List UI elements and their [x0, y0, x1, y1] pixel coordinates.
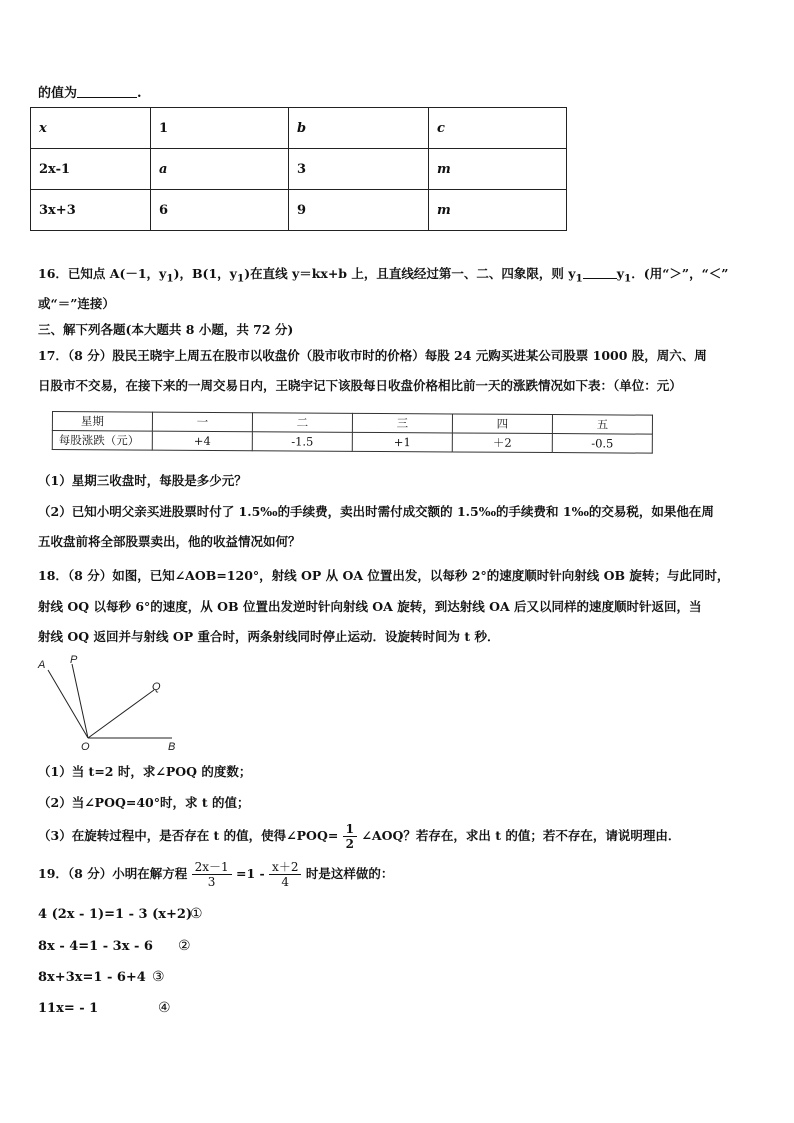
- label-O: O: [81, 741, 90, 753]
- fraction: $\frac{1}{2}$: [343, 822, 357, 851]
- solution-step: 8x+3x=1 - 6+4: [38, 970, 146, 985]
- solution-step: 8x - 4=1 - 3x - 6: [38, 939, 153, 954]
- question-17-line1: 17．（8 分）股民王晓宇上周五在股市以收盘价（股市收市时的价格）每股 24 元购买进某公司股票 1000 股，周六、周: [38, 348, 707, 363]
- solution-step: 4 (2x - 1)=1 - 3 (x+2): [38, 907, 193, 922]
- fraction: $\frac{x+2}{4}$: [269, 860, 301, 889]
- question-16-line1: 16．已知点 A(－1，$y_1$)，B(1，$y_1$)在直线 y＝kx+b 上，且直线经过第一、二、四象限，则 $y_1$ $y_1$．(用“＞”，“＜”: [38, 266, 729, 285]
- table-cell: c: [429, 108, 567, 149]
- table-cell: -1.5: [252, 432, 352, 452]
- question-18-part1: （1）当 t=2 时，求∠POQ 的度数；: [38, 764, 252, 779]
- table-row: [31, 190, 567, 231]
- question-18-part3: （3）在旋转过程中，是否存在 t 的值，使得∠POQ= $\frac{1}{2}$ ∠AOQ？若存在，求出 t 的值；若不存在，请说明理由．: [38, 822, 681, 851]
- table-row: [31, 149, 567, 190]
- table-cell: x: [31, 108, 151, 149]
- table-cell: m: [429, 149, 567, 190]
- question-18-line2: 射线 OQ 以每秒 6°的速度，从 OB 位置出发逆时针向射线 OA 旋转，到达射线 OA 后又以同样的速度顺时针返回，当: [38, 599, 702, 614]
- table-cell: 四: [452, 414, 552, 434]
- question-18-line3: 射线 OQ 返回并与射线 OP 重合时，两条射线同时停止运动．设旋转时间为 t 秒．: [38, 629, 500, 644]
- step-mark: ③: [152, 969, 165, 985]
- solution-step: 11x= - 1: [38, 1001, 99, 1016]
- table-cell: 1: [151, 108, 289, 149]
- table-cell: ＋2: [452, 433, 552, 453]
- fraction: $\frac{2x-1}{3}$: [192, 860, 232, 889]
- stock-table: [52, 411, 653, 454]
- question-18-part2: （2）当∠POQ=40°时，求 t 的值；: [38, 795, 250, 810]
- answer-blank: [77, 85, 137, 98]
- value-table: [30, 107, 567, 231]
- ray-OA: [48, 670, 88, 738]
- step-mark: ④: [158, 1000, 171, 1016]
- table-cell: 一: [152, 412, 252, 432]
- label-P: P: [70, 654, 78, 666]
- question-17-part2-line1: （2）已知小明父亲买进股票时付了 1.5‰的手续费，卖出时需付成交额的 1.5‰的手续费和 1‰的交易税，如果他在周: [38, 504, 714, 519]
- table-cell: 9: [289, 190, 429, 231]
- step-mark: ②: [178, 938, 191, 954]
- table-cell: m: [429, 190, 567, 231]
- intro-line: 的值为 .: [38, 86, 142, 101]
- question-17-line2: 日股市不交易，在接下来的一周交易日内，王晓宇记下该股每日收盘价格相比前一天的涨跌情况如下表：（单位：元）: [38, 378, 682, 393]
- question-18-line1: 18．（8 分）如图，已知∠AOB=120°，射线 OP 从 OA 位置出发，以每秒 2°的速度顺时针向射线 OB 旋转；与此同时，: [38, 568, 730, 583]
- section-heading: 三、解下列各题(本大题共 8 小题，共 72 分): [38, 322, 294, 337]
- question-19-intro: 19．（8 分）小明在解方程 $\frac{2x-1}{3}$ =1 - $\frac{x+2}{4}$ 时是这样做的：: [38, 860, 394, 889]
- table-cell: b: [289, 108, 429, 149]
- table-cell: 3x+3: [31, 190, 151, 231]
- table-cell: 三: [352, 413, 452, 433]
- table-cell: +4: [152, 431, 252, 451]
- table-cell: a: [151, 149, 289, 190]
- table-cell: 五: [552, 415, 652, 435]
- angle-figure: [30, 652, 200, 756]
- ray-OP: [72, 664, 88, 738]
- table-cell: 2x-1: [31, 149, 151, 190]
- table-row: [52, 431, 652, 454]
- table-cell: -0.5: [552, 434, 652, 454]
- question-17-part1: （1）星期三收盘时，每股是多少元？: [38, 473, 247, 488]
- table-cell: 6: [151, 190, 289, 231]
- label-A: A: [38, 659, 46, 671]
- table-cell: +1: [352, 432, 452, 452]
- question-17-part2-line2: 五收盘前将全部股票卖出，他的收益情况如何？: [38, 534, 301, 549]
- label-B: B: [168, 741, 176, 753]
- table-cell: 二: [252, 413, 352, 433]
- answer-blank: [583, 266, 617, 279]
- question-16-line2: 或“＝”连接）: [38, 296, 115, 311]
- label-Q: Q: [152, 681, 161, 693]
- table-row: [31, 108, 567, 149]
- table-cell: 星期: [52, 412, 152, 432]
- table-cell: 每股涨跌（元）: [52, 431, 152, 451]
- ray-OQ: [88, 690, 154, 738]
- step-mark: ①: [190, 906, 203, 922]
- table-cell: 3: [289, 149, 429, 190]
